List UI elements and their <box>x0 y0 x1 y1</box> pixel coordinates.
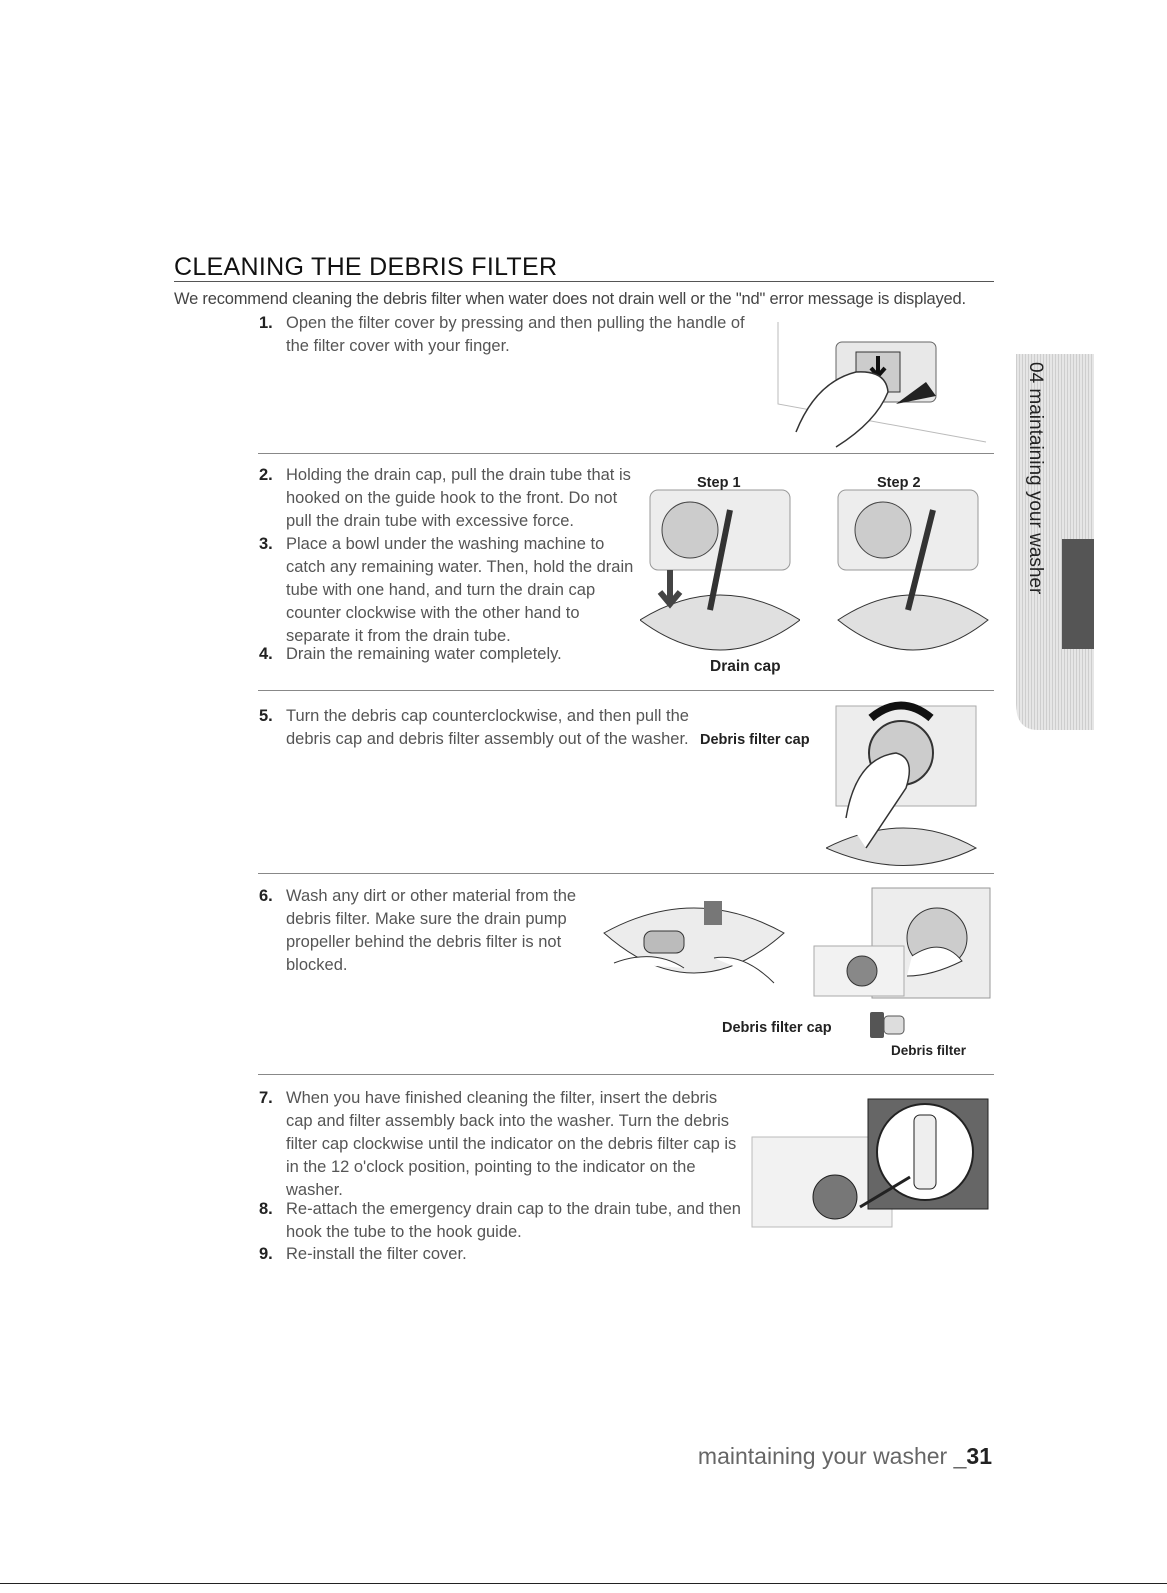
section-divider <box>258 690 994 691</box>
page-footer <box>698 1443 992 1470</box>
step2-label: Step 2 <box>877 475 921 491</box>
filter-part-illustration <box>868 1008 910 1042</box>
step-text: Wash any dirt or other material from the debris filter. Make sure the drain pump propeller behind the debris filter is not blocked. <box>286 887 577 974</box>
footer-text: maintaining your washer _ <box>697 1443 967 1469</box>
filter-reinstall-illustration <box>750 1097 992 1237</box>
step1-label: Step 1 <box>697 475 741 491</box>
step-number: 2. <box>259 466 273 484</box>
step-8 <box>259 1198 746 1244</box>
step-number: 7. <box>259 1089 273 1107</box>
bottom-rule <box>0 1583 1167 1584</box>
step-number: 6. <box>259 887 273 905</box>
debris-filter-cap-label: Debris filter cap <box>722 1020 832 1036</box>
step-text: Turn the debris cap counterclockwise, and then pull the debris cap and debris filter assembly out of the washer. <box>286 707 689 748</box>
filter-cover-illustration <box>776 312 990 452</box>
step-text: Drain the remaining water completely. <box>286 645 562 663</box>
intro-text: We recommend cleaning the debris filter when water does not drain well or the "nd" error message is displayed. <box>174 290 966 308</box>
step-9 <box>259 1243 746 1266</box>
page-number: 31 <box>966 1443 992 1469</box>
section-divider <box>258 1074 994 1075</box>
page-title: CLEANING THE DEBRIS FILTER <box>174 253 558 281</box>
step-number: 1. <box>259 314 273 332</box>
section-divider <box>258 873 994 874</box>
step-number: 5. <box>259 707 273 725</box>
step-1 <box>259 312 766 358</box>
step-number: 8. <box>259 1200 273 1218</box>
step-6 <box>259 885 606 977</box>
section-divider <box>258 453 994 454</box>
title-rule <box>174 281 994 282</box>
chapter-side-tab <box>1016 354 1094 730</box>
propeller-check-illustration <box>812 886 992 1026</box>
step-text: Place a bowl under the washing machine to catch any remaining water. Then, hold the drain tube with one hand, and turn the drain cap counter clockwise with the other hand to separate it from the drain tube. <box>286 535 634 645</box>
step-2 <box>259 464 636 533</box>
step-text: Re-install the filter cover. <box>286 1245 467 1263</box>
debris-filter-label: Debris filter <box>891 1043 967 1058</box>
filter-washing-illustration <box>594 893 794 1003</box>
step-number: 9. <box>259 1245 273 1263</box>
drain-step2-illustration <box>828 470 993 670</box>
drain-step1-illustration <box>640 470 800 670</box>
step-text: Re-attach the emergency drain cap to the drain tube, and then hook the tube to the hook guide. <box>286 1200 741 1241</box>
side-tab-label: 04 maintaining your washer <box>1025 362 1046 595</box>
debris-cap-removal-illustration <box>826 698 991 868</box>
drain-cap-label: Drain cap <box>710 658 781 675</box>
step-5 <box>259 705 696 751</box>
step-4 <box>259 643 636 666</box>
step-3 <box>259 533 636 648</box>
step-number: 3. <box>259 535 273 553</box>
debris-filter-cap-label: Debris filter cap <box>700 732 810 748</box>
step-text: When you have finished cleaning the filter, insert the debris cap and filter assembly back into the washer. Turn the debris filter cap clockwise until the indicator on the debris filter cap is in the 12 o'clock position, pointing to the indicator on the washer. <box>286 1089 737 1199</box>
step-number: 4. <box>259 645 273 663</box>
step-text: Open the filter cover by pressing and then pulling the handle of the filter cover with your finger. <box>286 314 745 355</box>
step-7 <box>259 1087 746 1202</box>
step-text: Holding the drain cap, pull the drain tube that is hooked on the guide hook to the front. Do not pull the drain tube with excessive force. <box>286 466 631 530</box>
